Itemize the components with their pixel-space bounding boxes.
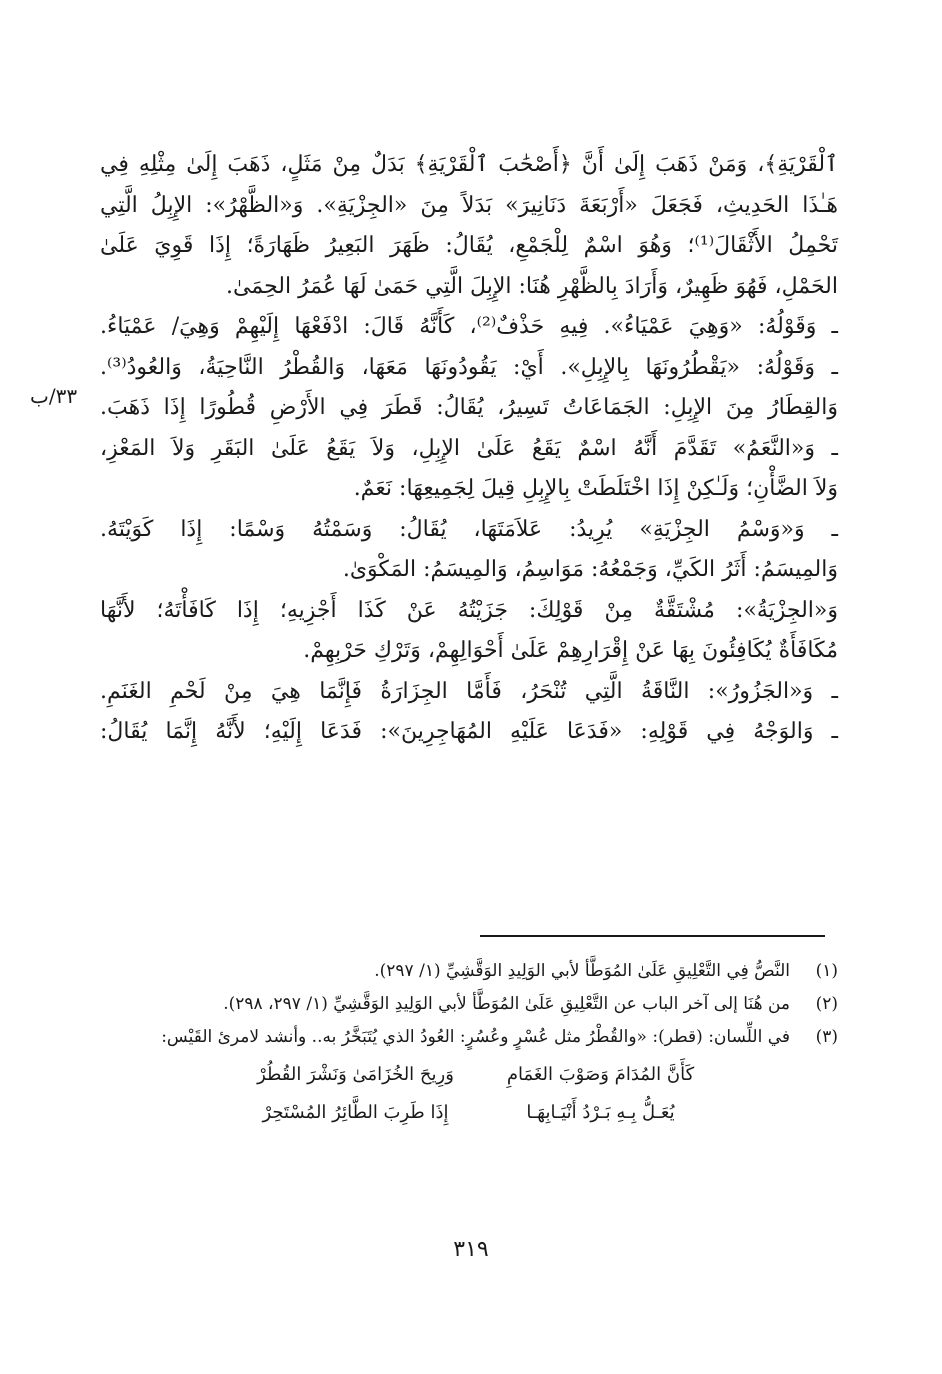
text-line: مُكَافَأَةٌ يُكَافِئُونَ بِهَا عَنْ إِقْرَارِهِمْ عَلَىٰ أَحْوَالِهِمْ، وَتَرْكِ حَرْبِهِمْ. xyxy=(303,638,838,663)
page-number: ٣١٩ xyxy=(453,1237,489,1262)
footnote xyxy=(100,955,838,988)
main-text xyxy=(100,145,838,753)
poem xyxy=(100,1056,838,1132)
text-line: ـ وَ«الجَزُورُ»: النَّاقَةُ الَّتِي تُنْحَرُ، فَأَمَّا الجِزَارَةُ فَإِنَّمَا هِيَ مِنْ لَحْمِ الغَنَمِ. xyxy=(100,678,838,704)
text-line: ـ وَقَوْلُهُ: «يَقْطُرُونَهَا بِالإِبِلِ». أَيْ: يَقُودُونَهَا مَعَهَا، وَالقُطْرُ النَّاحِيَةُ، وَالعُودُ⁽³⁾. xyxy=(100,354,838,380)
footnotes xyxy=(100,955,838,1132)
footnote-text: النَّصُّ فِي التَّعْلِيقِ عَلَىٰ المُوَطَّأ لأبي الوَلِيدِ الوَقَّشِيِّ (١/ ٢٩٧). xyxy=(374,961,790,981)
poem-verse xyxy=(100,1056,838,1094)
footnote-number: (٣) xyxy=(815,1027,838,1047)
footnote-text: في اللِّسان: (قطر): «والقُطْرُ مثل عُسْرٍ وعُسُرٍ: العُودُ الذي يُتَبَخَّرُ به.. وأنشد لامرئ القَيْس: xyxy=(161,1027,790,1047)
text-line: تَحْمِلُ الأَثْقَالَ⁽¹⁾؛ وَهُوَ اسْمٌ لِلْجَمْعِ، يُقَالُ: ظَهَرَ البَعِيرُ ظَهَارَةً؛ إِذَا قَوِيَ عَلَىٰ xyxy=(100,233,838,258)
text-line: هَـٰذَا الحَدِيثِ، فَجَعَلَ «أَرْبَعَةَ دَنَانِيرَ» بَدَلاً مِنَ «الجِزْيَةِ». وَ«الظَّهْرُ»: الإِبِلُ الَّتِي xyxy=(100,192,838,218)
text-line: ـ وَ«وَسْمُ الجِزْيَةِ» يُرِيدُ: عَلاَمَتَهَا، يُقَالُ: وَسَمْتُهُ وَسْمًا: إِذَا كَوَيْتَهُ. xyxy=(100,516,838,542)
text-line: ـ وَ«النَّعَمُ» تَقَدَّمَ أَنَّهُ اسْمٌ يَقَعُ عَلَىٰ الإِبِلِ، وَلاَ يَقَعُ عَلَىٰ البَقَرِ وَلاَ المَعْزِ، xyxy=(100,435,838,461)
text-line: وَالمِيسَمُ: أَثَرُ الكَيِّ، وَجَمْعُهُ: مَوَاسِمُ، وَالمِيسَمُ: المَكْوَىٰ. xyxy=(342,557,838,582)
first-hemistich: يُعَـلُّ بِـهِ بَـرْدُ أَنْيَـابِهَـا xyxy=(526,1102,675,1123)
first-hemistich: كَأَنَّ المُدَامَ وَصَوْبَ الغَمَامِ xyxy=(506,1064,695,1085)
footnote xyxy=(100,1021,838,1054)
text-line: ـ وَالوَجْهُ فِي قَوْلِهِ: «فَدَعَا عَلَيْهِ المُهَاجِرِينَ»: فَدَعَا إِلَيْهِ؛ لأَنَّهُ إِنَّمَا يُقَالُ: xyxy=(100,719,838,744)
text-line: وَلاَ الضَّأْنِ؛ وَلَـٰكِنْ إِذَا اخْتَلَطَتْ بِالإِبِلِ قِيلَ لِجَمِيعِهَا: نَعَمٌ. xyxy=(353,476,838,501)
footnote-number: (١) xyxy=(815,961,838,981)
text-line: وَالقِطَارُ مِنَ الإِبِلِ: الجَمَاعَاتُ تَسِيرُ، يُقَالُ: قَطَرَ فِي الأَرْضِ قُطُورًا إِذَا ذَهَبَ. xyxy=(100,395,838,420)
poem-verse xyxy=(100,1094,838,1132)
footnote-divider xyxy=(480,935,825,937)
second-hemistich: إِذَا طَرِبَ الطَّائِرُ المُسْتَحِرْ xyxy=(262,1102,449,1123)
text-line: ٱلْقَرْيَةِ﴾، وَمَنْ ذَهَبَ إِلَىٰ أَنَّ ﴿أَصْحَٰبَ ٱلْقَرْيَةِ﴾ بَدَلٌ مِنْ مَثَلٍ، ذَهَبَ إِلَىٰ مِثْلِهِ فِي xyxy=(100,152,838,177)
second-hemistich: وَرِيحَ الخُزَامَىٰ وَنَشْرَ القُطُرْ xyxy=(257,1064,454,1085)
text-line: وَ«الجِزْيَةُ»: مُشْتَقَّةٌ مِنْ قَوْلِكَ: جَزَيْتُهُ عَنْ كَذَا أَجْزِيهِ؛ إِذَا كَافَأْتَهُ؛ لأَنَّهَا xyxy=(100,597,838,623)
footnote-text: من هُنَا إلى آخر الباب عن التَّعْلِيقِ عَلَىٰ المُوَطَّأ لأبي الوَلِيدِ الوَقَّشِيِّ (١/ ٢٩٧، ٢٩٨). xyxy=(223,994,790,1014)
footnote xyxy=(100,988,838,1021)
text-line: الحَمْلِ، فَهُوَ ظَهِيرٌ، وَأَرَادَ بِالظَّهْرِ هُنَا: الإِبِلَ الَّتِي حَمَىٰ لَهَا عُمَرُ الحِمَىٰ. xyxy=(226,273,838,299)
text-line: ـ وَقَوْلُهُ: «وَهِيَ عَمْيَاءُ». فِيهِ حَذْفٌ⁽²⁾، كَأَنَّهُ قَالَ: ادْفَعْهَا إِلَيْهِمْ وَهِيَ/ عَمْيَاءُ. xyxy=(100,314,838,339)
footnote-number: (٢) xyxy=(815,994,838,1014)
manuscript-folio-marker: ٣٣/ب xyxy=(30,384,78,408)
